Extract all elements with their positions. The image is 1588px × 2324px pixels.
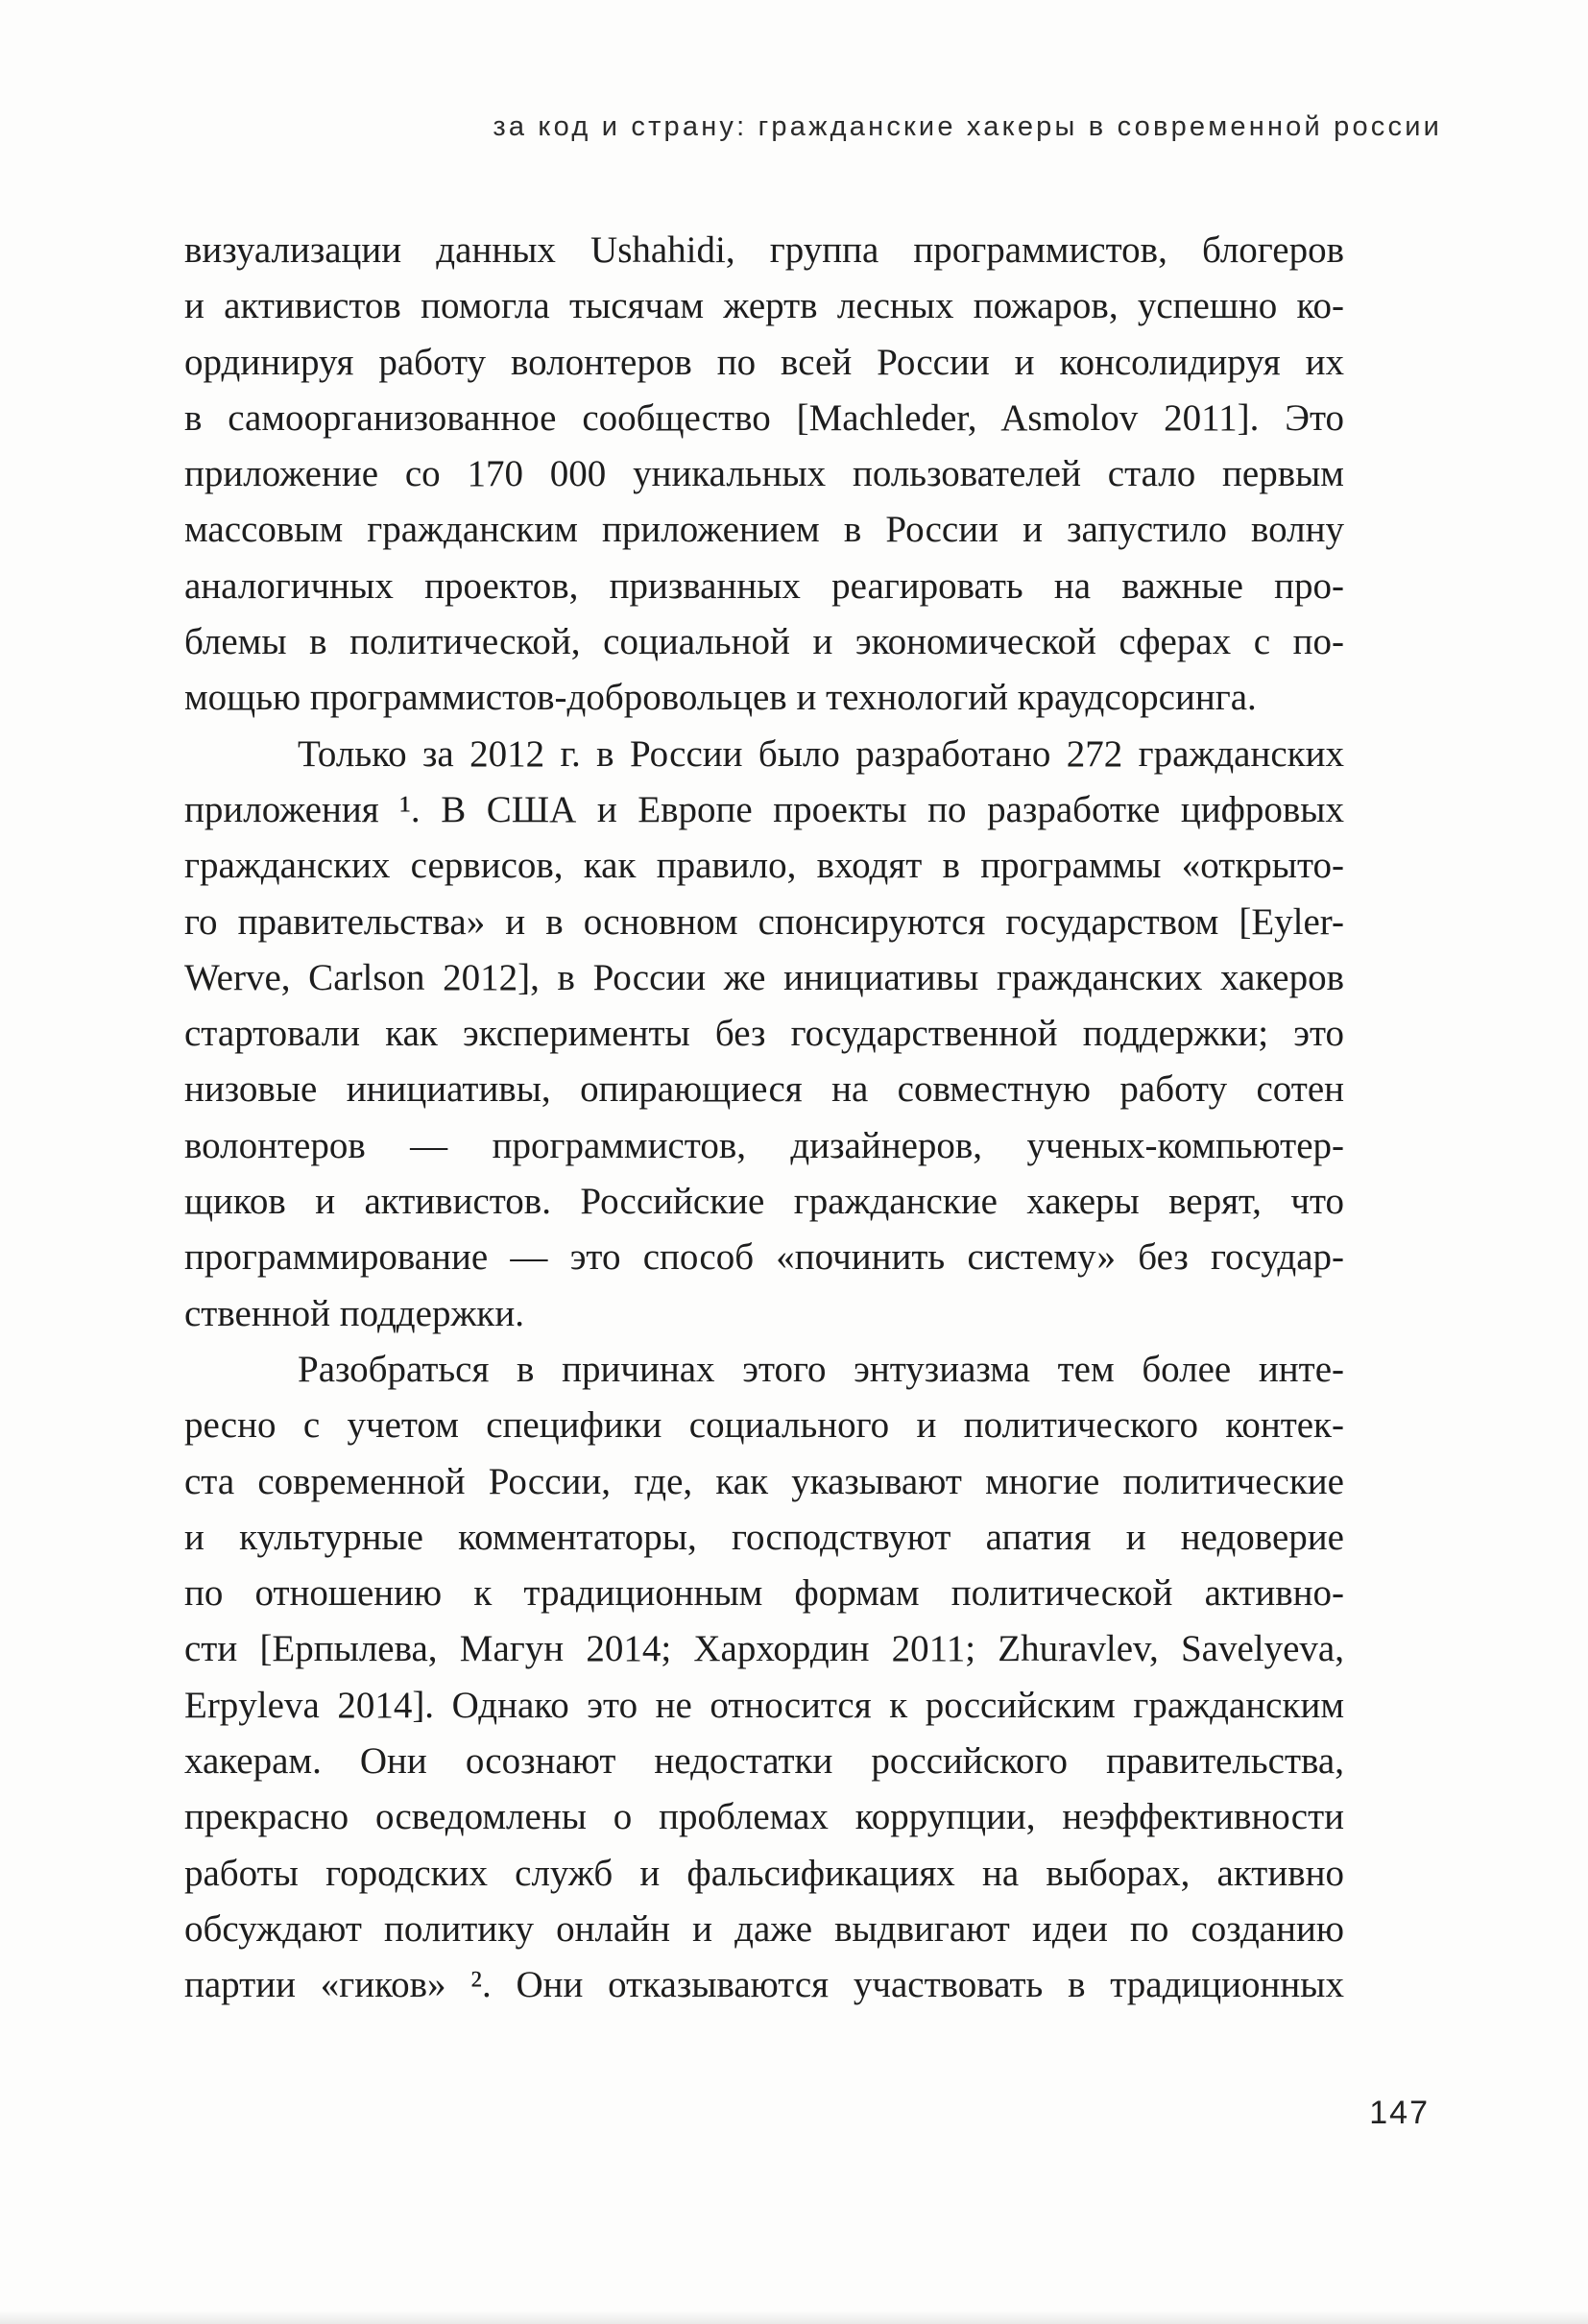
text-line: мощью программистов-добровольцев и технологий краудсорсинга. [184,677,1257,719]
text-line: Werve, Carlson 2012], в России же инициативы гражданских хакеров [184,956,1344,998]
text-line: сти [Ерпылева, Магун 2014; Хархордин 2011; Zhuravlev, Savelyeva, [184,1628,1344,1670]
text-line: массовым гражданским приложением в России и запустило волну [184,509,1344,551]
text-line: хакерам. Они осознают недостатки российского правительства, [184,1740,1344,1783]
text-line: и активистов помогла тысячам жертв лесных пожаров, успешно ко- [184,285,1344,327]
text-line: аналогичных проектов, призванных реагировать на важные про- [184,564,1344,607]
text-line: программирование — это способ «починить систему» без государ- [184,1236,1344,1279]
text-line: по отношению к традиционным формам политической активно- [184,1572,1344,1615]
text-line: партии «гиков» ². Они отказываются участвовать в традиционных [184,1964,1344,2006]
text-line: ста современной России, где, как указывают многие политические [184,1460,1344,1502]
text-line: обсуждают политику онлайн и даже выдвигают идеи по созданию [184,1907,1344,1950]
text-line: ординируя работу волонтеров по всей России и консолидируя их [184,341,1344,383]
text-line: в самоорганизованное сообщество [Machleder, Asmolov 2011]. Это [184,396,1344,439]
text-line: волонтеров — программистов, дизайнеров, ученых-компьютер- [184,1124,1344,1166]
text-line: приложение со 170 000 уникальных пользователей стало первым [184,453,1344,495]
scan-edge-shadow [0,2311,1588,2324]
text-line: Только за 2012 г. в России было разработано 272 гражданских [298,732,1344,775]
text-line: гражданских сервисов, как правило, входят в программы «открыто- [184,845,1344,887]
text-line: низовые инициативы, опирающиеся на совместную работу сотен [184,1068,1344,1111]
text-line: стартовали как эксперименты без государственной поддержки; это [184,1013,1344,1055]
text-line: визуализации данных Ushahidi, группа программистов, блогеров [184,229,1344,271]
text-line: прекрасно осведомлены о проблемах коррупции, неэффективности [184,1796,1344,1838]
text-line: и культурные комментаторы, господствуют апатия и недоверие [184,1516,1344,1558]
text-line: ресно с учетом специфики социального и политического контек- [184,1404,1344,1447]
text-line: блемы в политической, социальной и экономической сферах с по- [184,621,1344,663]
text-line: приложения ¹. В США и Европе проекты по разработке цифровых [184,788,1344,830]
text-line: Разобраться в причинах этого энтузиазма тем более инте- [298,1348,1344,1390]
page-number: 147 [1369,2095,1430,2131]
text-line: Erpyleva 2014]. Однако это не относится к российским гражданским [184,1684,1344,1726]
text-line: работы городских служб и фальсификациях на выборах, активно [184,1852,1344,1894]
text-line: го правительства» и в основном спонсируются государством [Eyler- [184,900,1344,943]
text-line: ственной поддержки. [184,1292,524,1334]
running-header: за код и страну: гражданские хакеры в современной россии [493,111,1442,142]
body-text [184,223,1344,2014]
text-line: щиков и активистов. Российские гражданские хакеры верят, что [184,1181,1344,1223]
